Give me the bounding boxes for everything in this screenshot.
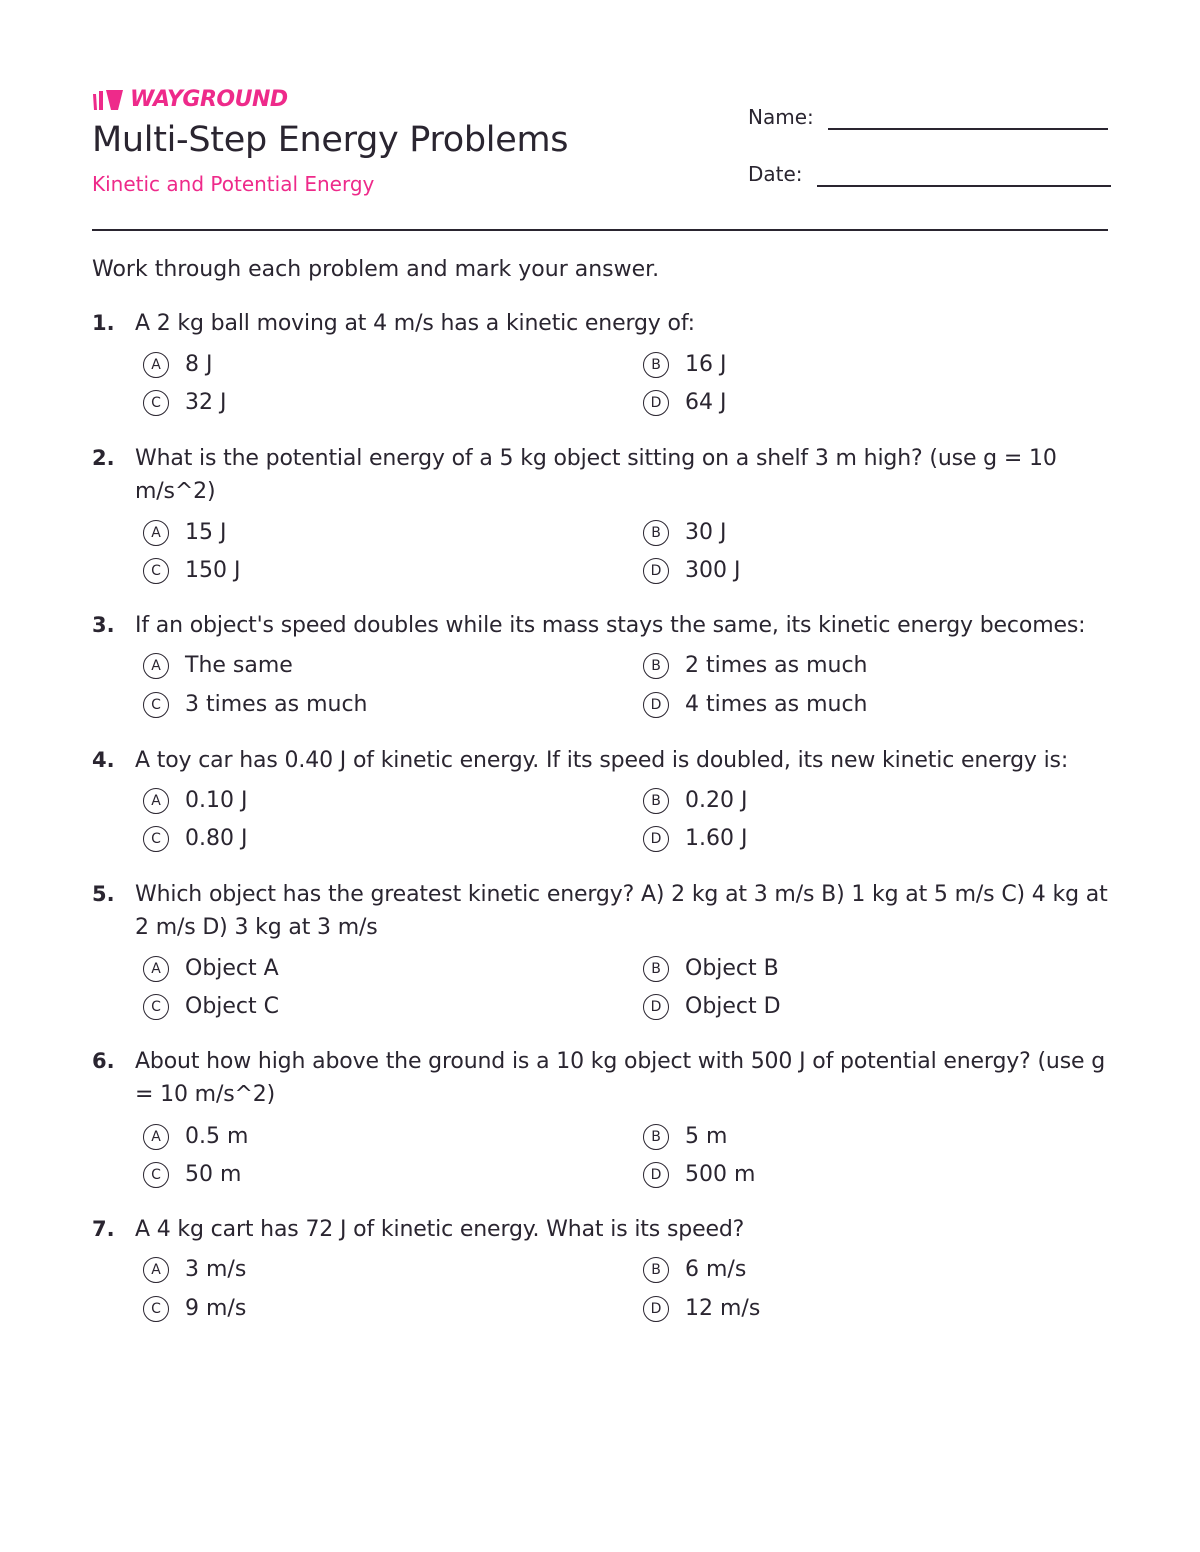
option-text: 0.5 m [185, 1124, 249, 1149]
question-number: 2. [92, 446, 115, 470]
option-text: 0.80 J [185, 826, 248, 851]
option-b[interactable] [643, 1122, 727, 1152]
option-text: 16 J [685, 352, 727, 377]
question-number: 1. [92, 311, 115, 335]
option-text: 6 m/s [685, 1257, 747, 1282]
option-letter-circle[interactable]: A [143, 520, 169, 546]
question-text: About how high above the ground is a 10 kg object with 500 J of potential energy? (use g = 10 m/s^2) [135, 1049, 1106, 1107]
option-letter-circle[interactable]: B [643, 352, 669, 378]
brand-name: WAYGROUND [130, 87, 288, 112]
option-a[interactable] [143, 1255, 246, 1285]
option-c[interactable] [143, 992, 279, 1022]
option-letter-circle[interactable]: D [643, 390, 669, 416]
option-letter-circle[interactable]: A [143, 653, 169, 679]
question-number: 6. [92, 1049, 115, 1073]
question-1 [92, 307, 1108, 415]
option-letter-circle[interactable]: D [643, 1296, 669, 1322]
option-text: 150 J [185, 558, 241, 583]
option-a[interactable] [143, 786, 247, 816]
question-text: What is the potential energy of a 5 kg object sitting on a shelf 3 m high? (use g = 10 m/s^2) [135, 446, 1057, 504]
option-d[interactable] [643, 1294, 760, 1324]
question-text: If an object's speed doubles while its mass stays the same, its kinetic energy becomes: [135, 613, 1086, 638]
option-c[interactable] [143, 690, 368, 720]
question-2 [92, 442, 1108, 583]
question-6 [92, 1045, 1108, 1187]
option-a[interactable] [143, 350, 212, 380]
option-b[interactable] [643, 518, 726, 548]
page-subtitle: Kinetic and Potential Energy [92, 172, 375, 196]
option-b[interactable] [643, 651, 868, 681]
option-letter-circle[interactable]: D [643, 558, 669, 584]
option-c[interactable] [143, 1160, 241, 1190]
option-d[interactable] [643, 690, 868, 720]
option-text: Object D [685, 994, 781, 1019]
option-text: Object B [685, 956, 779, 981]
name-field [748, 104, 1108, 130]
option-c[interactable] [143, 388, 226, 418]
question-7 [92, 1213, 1108, 1321]
option-c[interactable] [143, 556, 240, 586]
option-b[interactable] [643, 954, 779, 984]
option-letter-circle[interactable]: D [643, 994, 669, 1020]
option-text: 8 J [185, 352, 213, 377]
question-number: 7. [92, 1217, 115, 1241]
option-letter-circle[interactable]: C [143, 1162, 169, 1188]
option-text: Object A [185, 956, 279, 981]
option-d[interactable] [643, 388, 726, 418]
option-text: Object C [185, 994, 280, 1019]
option-letter-circle[interactable]: B [643, 1124, 669, 1150]
option-text: 1.60 J [685, 826, 748, 851]
option-letter-circle[interactable]: D [643, 1162, 669, 1188]
question-text: A 4 kg cart has 72 J of kinetic energy. What is its speed? [135, 1217, 745, 1242]
option-text: 5 m [685, 1124, 728, 1149]
option-letter-circle[interactable]: A [143, 1124, 169, 1150]
question-text: Which object has the greatest kinetic energy? A) 2 kg at 3 m/s B) 1 kg at 5 m/s C) 4 kg at 2 m/s D) 3 kg at 3 m/s [135, 882, 1108, 940]
option-d[interactable] [643, 992, 781, 1022]
question-number: 4. [92, 748, 115, 772]
question-text: A toy car has 0.40 J of kinetic energy. If its speed is doubled, its new kinetic energy is: [135, 748, 1069, 773]
option-letter-circle[interactable]: B [643, 788, 669, 814]
option-letter-circle[interactable]: D [643, 826, 669, 852]
option-text: The same [185, 653, 293, 678]
option-letter-circle[interactable]: C [143, 692, 169, 718]
option-text: 300 J [685, 558, 741, 583]
option-text: 15 J [185, 520, 227, 545]
name-label: Name: [748, 105, 814, 129]
header-divider [92, 229, 1108, 231]
option-d[interactable] [643, 824, 747, 854]
page-title: Multi-Step Energy Problems [92, 120, 569, 160]
option-a[interactable] [143, 1122, 248, 1152]
brand [92, 86, 288, 114]
option-text: 12 m/s [685, 1296, 761, 1321]
option-text: 9 m/s [185, 1296, 247, 1321]
option-text: 500 m [685, 1162, 756, 1187]
option-letter-circle[interactable]: C [143, 826, 169, 852]
option-letter-circle[interactable]: A [143, 1257, 169, 1283]
option-letter-circle[interactable]: A [143, 788, 169, 814]
option-letter-circle[interactable]: C [143, 1296, 169, 1322]
option-a[interactable] [143, 651, 293, 681]
option-letter-circle[interactable]: C [143, 994, 169, 1020]
option-letter-circle[interactable]: B [643, 520, 669, 546]
option-text: 2 times as much [685, 653, 868, 678]
option-text: 32 J [185, 390, 227, 415]
instructions: Work through each problem and mark your answer. [92, 257, 660, 282]
option-a[interactable] [143, 518, 226, 548]
option-b[interactable] [643, 786, 747, 816]
option-text: 30 J [685, 520, 727, 545]
option-c[interactable] [143, 824, 247, 854]
option-text: 64 J [685, 390, 727, 415]
option-letter-circle[interactable]: C [143, 558, 169, 584]
question-number: 5. [92, 882, 115, 906]
wayground-logo-icon [92, 88, 124, 112]
option-text: 50 m [185, 1162, 242, 1187]
option-letter-circle[interactable]: A [143, 352, 169, 378]
question-3 [92, 609, 1108, 717]
option-letter-circle[interactable]: B [643, 653, 669, 679]
option-text: 3 times as much [185, 692, 368, 717]
option-letter-circle[interactable]: C [143, 390, 169, 416]
name-input-line[interactable] [828, 128, 1108, 130]
option-d[interactable] [643, 1160, 755, 1190]
option-letter-circle[interactable]: B [643, 956, 669, 982]
date-input-line[interactable] [817, 185, 1111, 187]
date-label: Date: [748, 162, 803, 186]
option-b[interactable] [643, 1255, 746, 1285]
option-text: 0.20 J [685, 788, 748, 813]
option-letter-circle[interactable]: A [143, 956, 169, 982]
date-field [748, 161, 1111, 187]
option-c[interactable] [143, 1294, 246, 1324]
option-d[interactable] [643, 556, 740, 586]
option-text: 0.10 J [185, 788, 248, 813]
option-a[interactable] [143, 954, 279, 984]
option-text: 3 m/s [185, 1257, 247, 1282]
question-text: A 2 kg ball moving at 4 m/s has a kinetic energy of: [135, 311, 695, 336]
option-text: 4 times as much [685, 692, 868, 717]
question-5 [92, 878, 1108, 1019]
question-number: 3. [92, 613, 115, 637]
option-b[interactable] [643, 350, 726, 380]
option-letter-circle[interactable]: D [643, 692, 669, 718]
question-4 [92, 744, 1108, 851]
option-letter-circle[interactable]: B [643, 1257, 669, 1283]
